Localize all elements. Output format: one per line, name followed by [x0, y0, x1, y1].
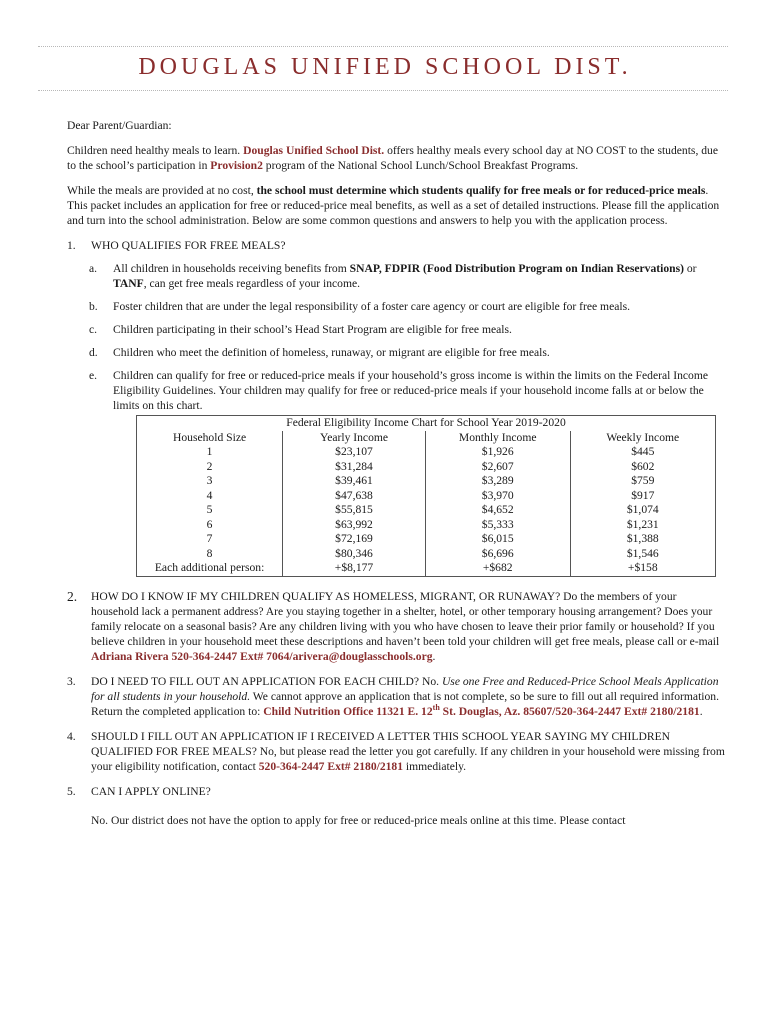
cell-yearly: $31,284 — [283, 460, 426, 475]
cell-size: 6 — [137, 518, 283, 533]
cell-weekly: $759 — [570, 474, 715, 489]
contact-highlight: Adriana Rivera 520-364-2447 Ext# 7064/arivera@douglasschools.org — [91, 649, 433, 663]
item-1c — [89, 322, 727, 337]
header-household-size: Household Size — [137, 431, 283, 446]
table-row — [137, 547, 716, 562]
question-4 — [67, 729, 727, 774]
cell-size: Each additional person: — [137, 561, 283, 576]
item-text: Children participating in their school’s Head Start Program are eligible for free meals. — [113, 323, 512, 336]
cell-monthly: $4,652 — [425, 503, 570, 518]
cell-monthly: $1,926 — [425, 445, 570, 460]
qualify-bold-text: the school must determine which students qualify for free meals or for reduced-price meals — [256, 184, 706, 197]
cell-weekly: $1,546 — [570, 547, 715, 562]
item-text — [113, 261, 727, 291]
question-number: 4. — [67, 729, 76, 743]
income-eligibility-table — [136, 415, 716, 577]
cell-monthly: +$682 — [425, 561, 570, 576]
cell-weekly: $1,388 — [570, 532, 715, 547]
question-text — [91, 589, 727, 664]
item-label: a. — [89, 262, 98, 275]
intro-text: While the meals are provided at no cost, — [67, 184, 257, 197]
intro-text: offers healthy meals every school day at NO COST to the students, due to the school’s participation in — [67, 144, 718, 172]
question-text-part: We cannot approve an application that is not complete, so be sure to fill out all required information. Return the completed application to: — [91, 689, 720, 718]
question-text-part: immediately. — [403, 759, 467, 773]
cell-yearly: $72,169 — [283, 532, 426, 547]
cell-yearly: $47,638 — [283, 489, 426, 504]
cell-monthly: $6,696 — [425, 547, 570, 562]
question-text-part: HOW DO I KNOW IF MY CHILDREN QUALIFY AS HOMELESS, MIGRANT, OR RUNAWAY? Do the members of your household lack a permanent address? Are you staying together in a shelter, hotel, or other temporary housing arrangement? Does your family relocate on a seasonal basis? Are any children living with you who have chosen to leave their prior family or household? If you believe children in your household meet these descriptions and haven’t been told your children will get free meals, please call or e-mail — [91, 589, 720, 648]
header-yearly-income: Yearly Income — [283, 431, 426, 446]
question-number: 5. — [67, 784, 76, 798]
cell-weekly: $445 — [570, 445, 715, 460]
cell-yearly: $80,346 — [283, 547, 426, 562]
table-caption: Federal Eligibility Income Chart for School Year 2019-2020 — [137, 416, 716, 431]
ordinal-suffix: th — [432, 702, 440, 712]
top-divider — [38, 46, 728, 47]
intro-paragraph-1 — [67, 143, 727, 173]
question-3 — [67, 674, 727, 719]
question-number: 3. — [67, 674, 76, 688]
cell-weekly: $1,074 — [570, 503, 715, 518]
item-text-part: All children in households receiving benefits from — [113, 262, 350, 275]
tanf-bold: TANF — [113, 277, 144, 290]
intro-paragraph-2 — [67, 183, 727, 228]
cell-weekly: $917 — [570, 489, 715, 504]
question-number: 2. — [67, 588, 78, 604]
question-text-part: SHOULD I FILL OUT AN APPLICATION IF I RECEIVED A LETTER THIS SCHOOL YEAR SAYING MY CHILDREN QUALIFIED FOR FREE MEALS? No, but please read the letter you got carefully. If any children in your household were missing from your eligibility notification, contact — [91, 729, 725, 773]
cell-size: 5 — [137, 503, 283, 518]
item-text: Children who meet the definition of homeless, runaway, or migrant are eligible for free meals. — [113, 346, 550, 359]
provision-highlight: Provision2 — [210, 159, 263, 172]
question-text-part: . — [699, 704, 703, 718]
table-row — [137, 445, 716, 460]
programs-bold: SNAP, FDPIR (Food Distribution Program on Indian Reservations) — [349, 262, 684, 275]
item-1b — [89, 299, 727, 314]
item-text: Children can qualify for free or reduced-price meals if your household’s gross income is within the limits on the Federal Income Eligibility Guidelines. Your children may qualify for free or reduced-price meals if your household income falls at or below the limits on this chart. — [113, 369, 708, 412]
office-address-highlight: Child Nutrition Office 11321 E. 12 — [263, 704, 433, 718]
cell-size: 3 — [137, 474, 283, 489]
question-text-part: DO I NEED TO FILL OUT AN APPLICATION FOR EACH CHILD? No. — [91, 674, 442, 688]
item-1d — [89, 345, 727, 360]
question-text-part: . — [432, 649, 436, 663]
cell-yearly: $39,461 — [283, 474, 426, 489]
question-text: WHO QUALIFIES FOR FREE MEALS? — [91, 239, 286, 252]
cell-size: 2 — [137, 460, 283, 475]
cell-weekly: $1,231 — [570, 518, 715, 533]
table-row — [137, 474, 716, 489]
intro-text: Children need healthy meals to learn. — [67, 144, 244, 157]
item-1a — [89, 261, 727, 291]
question-5-answer: No. Our district does not have the option to apply for free or reduced-price meals online at this time. Please contact — [91, 813, 626, 827]
office-address-highlight: St. Douglas, Az. 85607/520-364-2447 Ext# 2180/2181 — [439, 704, 700, 718]
table-row — [137, 561, 716, 576]
letter-body — [67, 118, 727, 828]
cell-yearly: $55,815 — [283, 503, 426, 518]
district-title: DOUGLAS UNIFIED SCHOOL DIST. — [138, 54, 632, 80]
item-1e — [89, 368, 727, 413]
item-label: c. — [89, 323, 98, 336]
phone-highlight: 520-364-2447 Ext# 2180/2181 — [258, 759, 404, 773]
cell-weekly: $602 — [570, 460, 715, 475]
cell-size: 8 — [137, 547, 283, 562]
table-row — [137, 503, 716, 518]
greeting: Dear Parent/Guardian: — [67, 119, 172, 132]
cell-monthly: $3,970 — [425, 489, 570, 504]
item-label: b. — [89, 300, 98, 313]
cell-monthly: $3,289 — [425, 474, 570, 489]
cell-monthly: $5,333 — [425, 518, 570, 533]
item-text: Foster children that are under the legal responsibility of a foster care agency or court are eligible for free meals. — [113, 300, 630, 313]
cell-yearly: $23,107 — [283, 445, 426, 460]
cell-size: 1 — [137, 445, 283, 460]
cell-weekly: +$158 — [570, 561, 715, 576]
item-label: d. — [89, 346, 98, 359]
header-weekly-income: Weekly Income — [570, 431, 715, 446]
district-name-highlight: Douglas Unified School Dist. — [243, 144, 385, 157]
table-row — [137, 460, 716, 475]
item-text-part: or — [683, 262, 697, 275]
question-number: 1. — [67, 239, 76, 252]
intro-text: program of the National School Lunch/School Breakfast Programs. — [262, 159, 579, 172]
header-monthly-income: Monthly Income — [425, 431, 570, 446]
cell-size: 7 — [137, 532, 283, 547]
cell-yearly: +$8,177 — [283, 561, 426, 576]
cell-monthly: $6,015 — [425, 532, 570, 547]
item-label: e. — [89, 369, 98, 382]
title-divider — [38, 90, 728, 91]
cell-yearly: $63,992 — [283, 518, 426, 533]
intro-text: . This packet includes an application for free or reduced-price meal benefits, as well as a set of detailed instructions. Please fill the application and turn into the school administration. Below are some common questions and answers to help you with the application process. — [67, 184, 720, 227]
table-row — [137, 532, 716, 547]
cell-size: 4 — [137, 489, 283, 504]
cell-monthly: $2,607 — [425, 460, 570, 475]
question-text — [91, 674, 727, 719]
table-row — [137, 518, 716, 533]
item-text-part: , can get free meals regardless of your income. — [143, 277, 361, 290]
table-row — [137, 489, 716, 504]
question-2 — [67, 589, 727, 664]
question-text: CAN I APPLY ONLINE? — [91, 784, 211, 798]
question-text — [91, 729, 727, 774]
single-application-italic: Use one Free and Reduced-Price School Meals Application for all students in your household. — [91, 674, 719, 703]
question-5 — [67, 784, 727, 799]
question-1 — [67, 238, 727, 253]
